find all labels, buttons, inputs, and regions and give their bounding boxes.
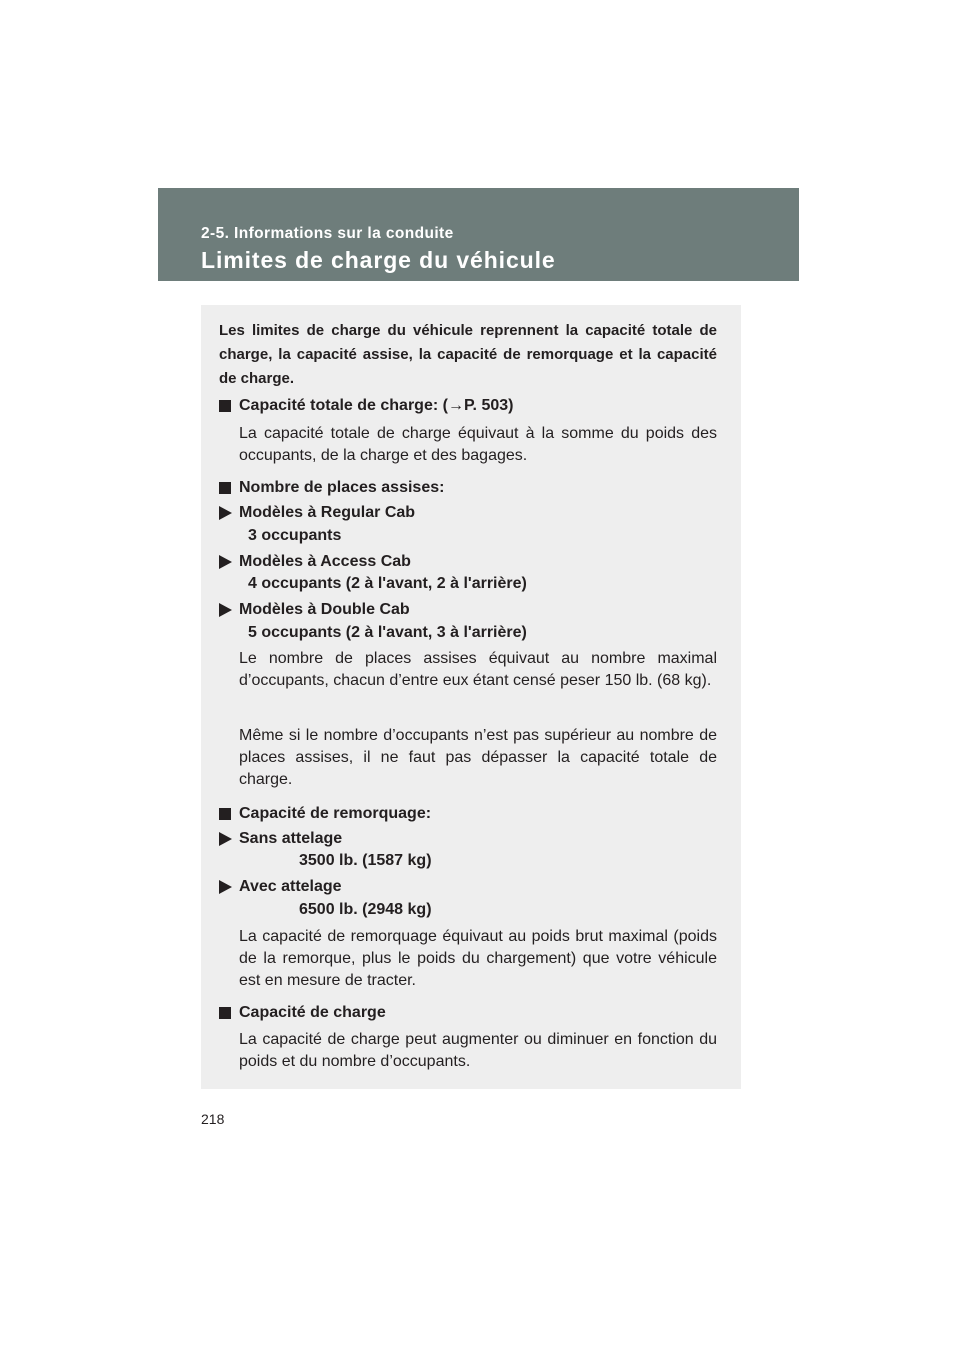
seating-explanation: Le nombre de places assises équivaut au nombre maximal d’occupants, chacun d’entre eux étant censé peser 150 lb. (68 kg).	[239, 650, 717, 689]
total-capacity-text: La capacité totale de charge équivaut à la somme du poids des occupants, de la charge et des bagages.	[239, 425, 717, 464]
triangle-bullet-icon	[219, 555, 232, 569]
section-label: 2-5. Informations sur la conduite	[201, 225, 454, 242]
heading-towing: Capacité de remorquage:	[239, 805, 432, 822]
towing-option-label: Sans attelage	[239, 830, 343, 847]
seat-model-value: 4 occupants (2 à l'avant, 2 à l'arrière)	[248, 575, 527, 592]
triangle-bullet-icon	[219, 832, 232, 846]
towing-explanation: La capacité de remorquage équivaut au poids brut maximal (poids de la remorque, plus le poids du chargement) que votre véhicule est en mesure de tracter.	[239, 928, 717, 989]
towing-option-label: Avec attelage	[239, 878, 342, 895]
heading-payload: Capacité de charge	[239, 1004, 386, 1021]
square-bullet-icon	[219, 482, 231, 494]
square-bullet-icon	[219, 400, 231, 412]
square-bullet-icon	[219, 808, 231, 820]
payload-text: La capacité de charge peut augmenter ou diminuer en fonction du poids et du nombre d’occupants.	[239, 1031, 717, 1070]
triangle-bullet-icon	[219, 880, 232, 894]
page-title: Limites de charge du véhicule	[201, 247, 556, 273]
square-bullet-icon	[219, 1007, 231, 1019]
towing-option-value: 6500 lb. (2948 kg)	[299, 901, 432, 918]
heading-seating: Nombre de places assises:	[239, 479, 445, 496]
seat-model-value: 3 occupants	[248, 527, 342, 544]
seating-note: Même si le nombre d’occupants n’est pas supérieur au nombre de places assises, il ne faut pas dépasser la capacité totale de charge.	[239, 727, 717, 788]
intro-text: Les limites de charge du véhicule reprennent la capacité totale de charge, la capacité assise, la capacité de remorquage et la capacité de charge.	[219, 322, 717, 387]
seat-model-label: Modèles à Access Cab	[239, 553, 411, 570]
seat-model-label: Modèles à Regular Cab	[239, 504, 416, 521]
triangle-bullet-icon	[219, 506, 232, 520]
page-number: 218	[201, 1111, 225, 1127]
towing-option-value: 3500 lb. (1587 kg)	[299, 852, 432, 869]
seat-model-value: 5 occupants (2 à l'avant, 3 à l'arrière)	[248, 624, 527, 641]
seat-model-label: Modèles à Double Cab	[239, 601, 410, 618]
chapter-header	[158, 188, 799, 281]
heading-total-capacity: Capacité totale de charge: (→P. 503)	[239, 397, 514, 414]
triangle-bullet-icon	[219, 603, 232, 617]
